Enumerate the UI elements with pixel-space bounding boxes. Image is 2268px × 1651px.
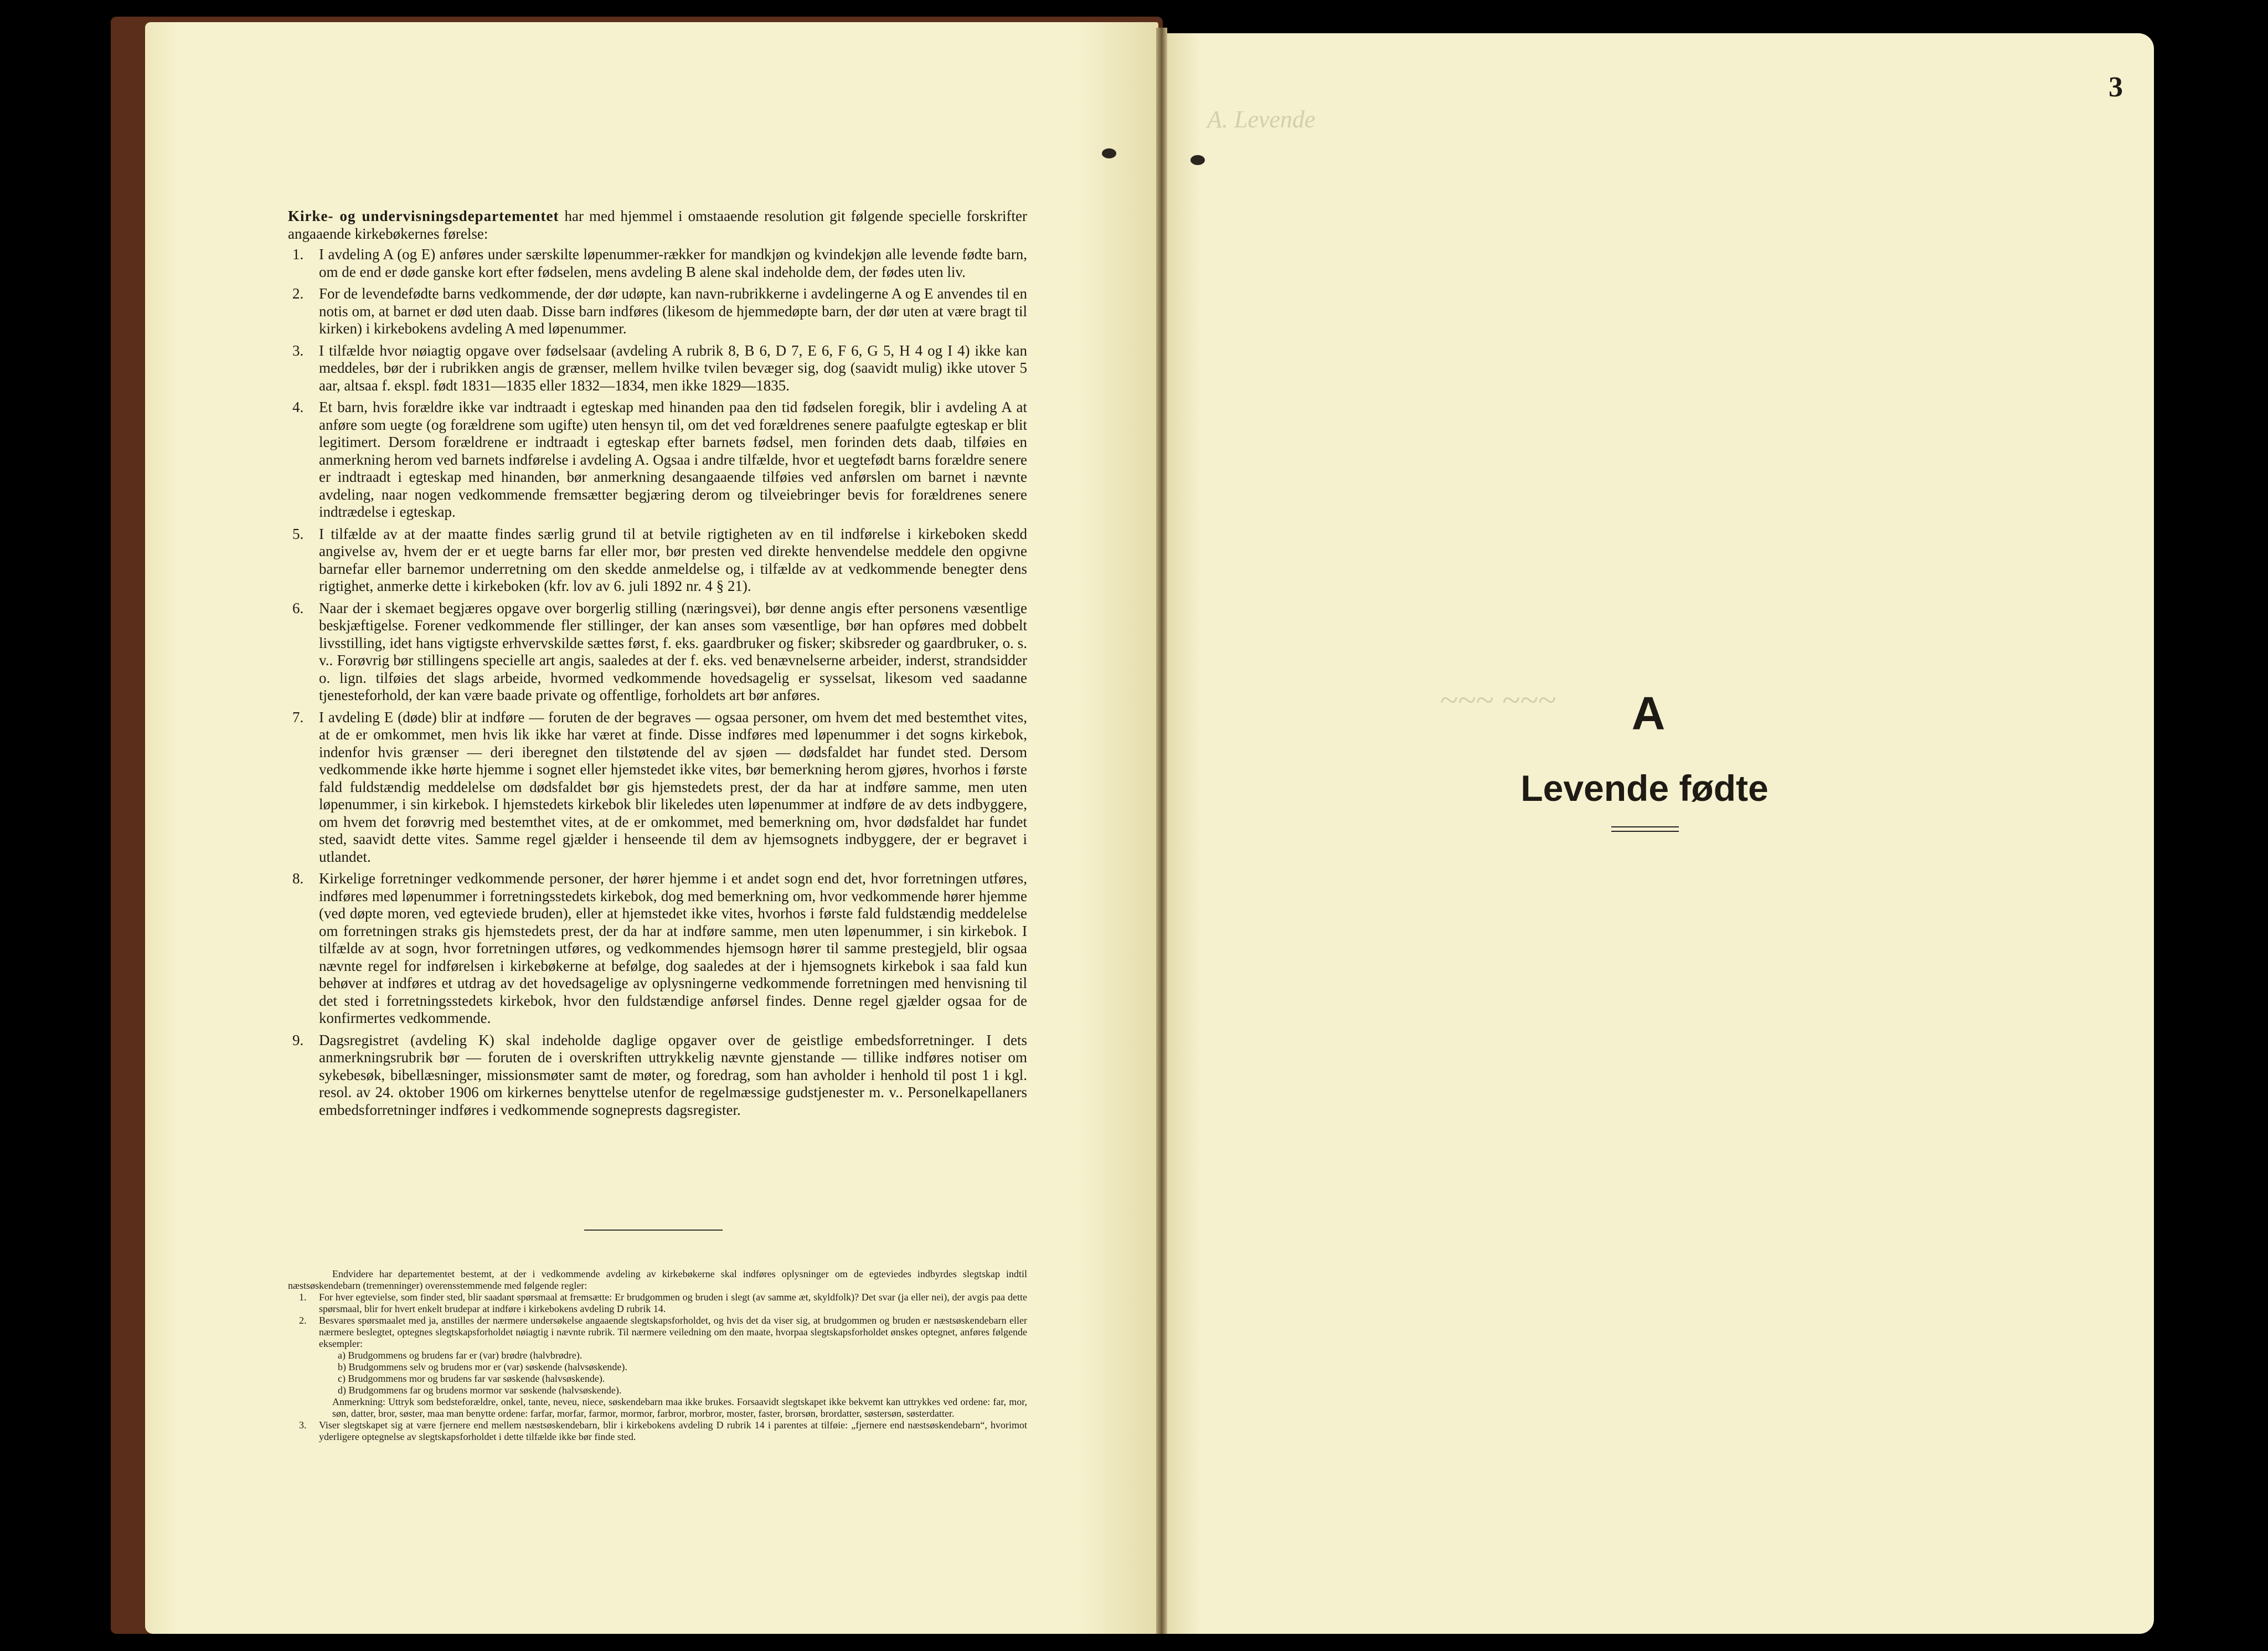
example-c: c) Brudgommens mor og brudens far var søskende (halvsøskende). xyxy=(338,1373,605,1384)
rule-text: I tilfælde av at der maatte findes særlig grund til at betvile rigtigheten av en til indførelse i kirkeboken skedd angivelse av, hvem der er et uegte barns far eller mor, bør presten ved direkte henvendelse meddele den opgivne barnefar eller barnemor underretning om den skedde anmeldelse og, i tilfælde av at vedkommende benegter dens rigtighet, anmerke dette i kirkeboken (kfr. lov av 6. juli 1892 nr. 4 § 21). xyxy=(319,525,1027,594)
show-through-text: A. Levende xyxy=(1207,106,1316,133)
rule-text: Kirkelige forretninger vedkommende personer, der hører hjemme i et andet sogn end det, hvor forretningen utføres, indføres med løpenummer i forretningsstedets kirkebok, dog med bemerkning om, hvor vedkommende hører hjemme (ved døpte moren, ved egteviede bruden), eller at hjemstedet ikke vites, hvorhos i første fald fuldstændig meddelelse om forretningen straks gis hjemstedets prest, der da har at indføre samme, men uten løpenummer, i sin kirkebok. I tilfælde av at sogn, hvor forretningen utføres, og vedkommendes hjemsogn hører til samme prestegjeld, blir ogsaa nævnte regel for indførelsen i kirkebøkerne at befølge, dog saaledes at der i hjemsognets kirkebok i saa fald kun behøver at indføres et utdrag av det hovedsagelige av oplysningerne vedkommende forretningen med henvisning til det sted i forretningsstedets kirkebok, hvor den fuldstændige anførsel findes. Denne regel gjælder ogsaa for de konfirmertes vedkommende. xyxy=(319,870,1027,1026)
rule-item-9 xyxy=(288,1032,1027,1119)
kinship-rule-2 xyxy=(288,1315,1027,1350)
kinship-note: Anmerkning: Uttryk som bedsteforældre, onkel, tante, neveu, niece, søskendebarn maa ikke brukes. Forsaavidt slegtskapet ikke bekvemt kan uttrykkes ved ordene: far, mor, søn, datter, bror, søster, maa man benytte ordene: farfar, morfar, farmor, mormor, farbror, morbror, moster, faster, brorsøn, brordatter, søstersøn, søsterdatter. xyxy=(332,1396,1027,1419)
rule-number: 4. xyxy=(292,399,304,415)
page-number: 3 xyxy=(2109,71,2123,103)
intro-paragraph xyxy=(288,208,1027,243)
binding-hole xyxy=(1102,148,1116,158)
rule-item-5 xyxy=(288,526,1027,595)
example-b: b) Brudgommens selv og brudens mor er (var) søskende (halvsøskende). xyxy=(338,1361,627,1372)
example-d: d) Brudgommens far og brudens mormor var søskende (halvsøskende). xyxy=(338,1385,622,1396)
kinship-rule-3 xyxy=(288,1419,1027,1443)
intro-text: har med hjemmel i omstaaende resolution git følgende specielle forskrifter angaaende kirkebøkernes førelse: xyxy=(288,208,1027,242)
rule-item-4 xyxy=(288,399,1027,521)
rule-text: For hver egtevielse, som finder sted, blir saadant spørsmaal at fremsætte: Er brudgommen og bruden i slegt (av samme æt, skyldfolk)? Det svar (ja eller nei), der avgis paa dette spørsmaal, blir for hvert enkelt brudepar at indføre i kirkebokens avdeling D rubrik 14. xyxy=(319,1292,1027,1314)
title-double-rule xyxy=(1611,826,1679,832)
rule-item-1 xyxy=(288,246,1027,281)
kinship-intro: Endvidere har departementet bestemt, at der i vedkommende avdeling av kirkebøkerne skal indføres oplysninger om de egteviedes indbyrdes slegtskap indtil næstsøskendebarn (tremenninger) overensstemmende med følgende regler: xyxy=(288,1268,1027,1291)
show-through-text: ~~~ ~~~ xyxy=(1440,682,1556,718)
rule-item-6 xyxy=(288,600,1027,704)
section-title: Levende fødte xyxy=(1520,768,1769,809)
rule-number: 9. xyxy=(292,1031,304,1048)
department-name: Kirke- og undervisningsdepartementet xyxy=(288,208,559,224)
right-page xyxy=(1163,33,2154,1634)
rule-text: I avdeling A (og E) anføres under særskilte løpenummer-rækker for mandkjøn og kvindekjøn alle levende fødte barn, om de end er døde ganske kort efter fødselen, mens avdeling B alene skal indeholde dem, der fødes uten liv. xyxy=(319,246,1027,280)
rule-number: 3. xyxy=(292,342,304,359)
rule-number: 2. xyxy=(292,285,304,302)
rule-item-7 xyxy=(288,709,1027,866)
rule-number: 3. xyxy=(299,1419,307,1431)
rule-item-8 xyxy=(288,870,1027,1027)
book-spine xyxy=(1156,28,1167,1634)
rule-number: 6. xyxy=(292,599,304,616)
rule-number: 8. xyxy=(292,870,304,887)
kinship-rules-block xyxy=(288,1268,1027,1443)
rule-text: Viser slegtskapet sig at være fjernere end mellem næstsøskendebarn, blir i kirkebokens avdeling D rubrik 14 i parentes at tilføie: „fjernere end næstsøskendebarn“, hvorimot yderligere optegnelse av slegtskapsforholdet i dette tilfælde ikke bør finde sted. xyxy=(319,1419,1027,1442)
rule-number: 1. xyxy=(292,246,304,263)
rule-number: 5. xyxy=(292,525,304,542)
rule-number: 7. xyxy=(292,708,304,726)
section-letter: A xyxy=(1631,687,1666,739)
rule-number: 1. xyxy=(299,1292,307,1303)
section-divider xyxy=(584,1230,723,1231)
kinship-rule-1 xyxy=(288,1292,1027,1315)
rule-text: I tilfælde hvor nøiagtig opgave over fødselsaar (avdeling A rubrik 8, B 6, D 7, E 6, F 6, G 5, H 4 og I 4) ikke kan meddeles, bør der i rubrikken angis de grænser, mellem hvilke tvilen bevæger sig, dog (saavidt mulig) ikke utover 5 aar, altsaa f. ekspl. født 1831—1835 eller 1832—1834, men ikke 1829—1835. xyxy=(319,342,1027,394)
rule-item-3 xyxy=(288,342,1027,395)
instructions-block xyxy=(288,208,1027,1123)
rule-number: 2. xyxy=(299,1315,307,1326)
rule-text: Besvares spørsmaalet med ja, anstilles der nærmere undersøkelse angaaende slegtskapsforholdet, og hvis det da viser sig, at brudgommen og bruden er næstsøskendebarn eller nærmere beslegtet, optegnes slegtskapsforholdet nøiagtig i nævnte rubrik. Til nærmere veiledning om den maate, hvorpaa slegtskapsforholdet ønskes optegnet, anføres følgende eksempler: xyxy=(319,1315,1027,1349)
rule-item-2 xyxy=(288,285,1027,338)
rule-text: For de levendefødte barns vedkommende, der dør udøpte, kan navn-rubrikkerne i avdelingerne A og E anvendes til en notis om, at barnet er død uten daab. Disse barn indføres (likesom de hjemmedøpte barn, der dør uten at være bragt til kirken) i kirkebokens avdeling A med løpenummer. xyxy=(319,285,1027,337)
rule-text: Et barn, hvis forældre ikke var indtraadt i egteskap med hinanden paa den tid fødselen foregik, blir i avdeling A at anføre som uegte (og forældrene som ugifte) uten hensyn til, om det ved forældrenes senere paafulgte egteskap er blit legitimert. Dersom forældrene er indtraadt i egteskap efter barnets fødsel, men forinden dets daab, tilføies en anmerkning herom ved barnets indførelse i avdeling A. Ogsaa i andre tilfælde, hvor et uegtefødt barns forældre senere er indtraadt i egteskap med hinanden, bør anmerkning desangaaende tilføies ved anførslen om barnet i nævnte avdeling, naar nogen vedkommende fremsætter begjæring derom og tilveiebringer bevis for forældrenes senere indtrædelse i egteskap. xyxy=(319,399,1027,520)
rule-text: I avdeling E (døde) blir at indføre — foruten de der begraves — ogsaa personer, om hvem det med bestemthet vites, at de er omkommet, men hvis lik ikke har været at finde. Disse indføres med løpenummer i det sogns kirkebok, indenfor hvis grænser — deri iberegnet den tilstøtende del av sjøen — dødsfaldet har fundet sted. Dersom vedkommende ikke hørte hjemme i sognet eller hjemstedet ikke vites, bør bemerkning herom gjøres, hvorhos i første fald fuldstændig meddelelse om dødsfaldet bør gis hjemstedets prest, der da har at indføre samme, men uten løpenummer, i sin kirkebok. I hjemstedets kirkebok blir likeledes uten løpenummer at indføre de av dets indbyggere, om hvem det forøvrig med bestemthet vites, at de er omkommet, med bemerkning om, hvor dødsfaldet har fundet sted, saavidt dette vites. Samme regel gjælder i henseende til dem av hjemsognets indbyggere, der er begravet i utlandet. xyxy=(319,708,1027,865)
binding-hole xyxy=(1190,155,1205,165)
rule-text: Naar der i skemaet begjæres opgave over borgerlig stilling (næringsvei), bør denne angis efter personens væsentlige beskjæftigelse. Forener vedkommende fler stillinger, der kan anses som væsentlige, bør han opføres med dobbelt livsstilling, idet hans vigtigste erhvervskilde sættes først, f. eks. gaardbruker og fisker; skibsreder og gaardbruker, o. s. v.. Forøvrig bør stillingens specielle art angis, saaledes at der f. eks. ved benævnelserne arbeider, inderst, strandsidder o. lign. tilføies det slags arbeide, hvormed vedkommende hovedsagelig er sysselsat, likesom ved saadanne tjenesteforhold, der kan være baade private og offentlige, forholdets art bør anføres. xyxy=(319,599,1027,703)
rule-text: Dagsregistret (avdeling K) skal indeholde daglige opgaver over de geistlige embedsforretninger. I dets anmerkningsrubrik bør — foruten de i overskriften uttrykkelig nævnte gjenstande — tillike indføres notiser om sykebesøk, bibellæsninger, missionsmøter samt de møter, og foredrag, som han avholder i henhold til post 1 i kgl. resol. av 24. oktober 1906 om kirkernes benyttelse utenfor de regelmæssige gudstjenester m. v.. Personelkapellaners embedsforretninger indføres i vedkommende sogneprests dagsregister. xyxy=(319,1031,1027,1118)
example-a: a) Brudgommens og brudens far er (var) brødre (halvbrødre). xyxy=(338,1350,583,1361)
